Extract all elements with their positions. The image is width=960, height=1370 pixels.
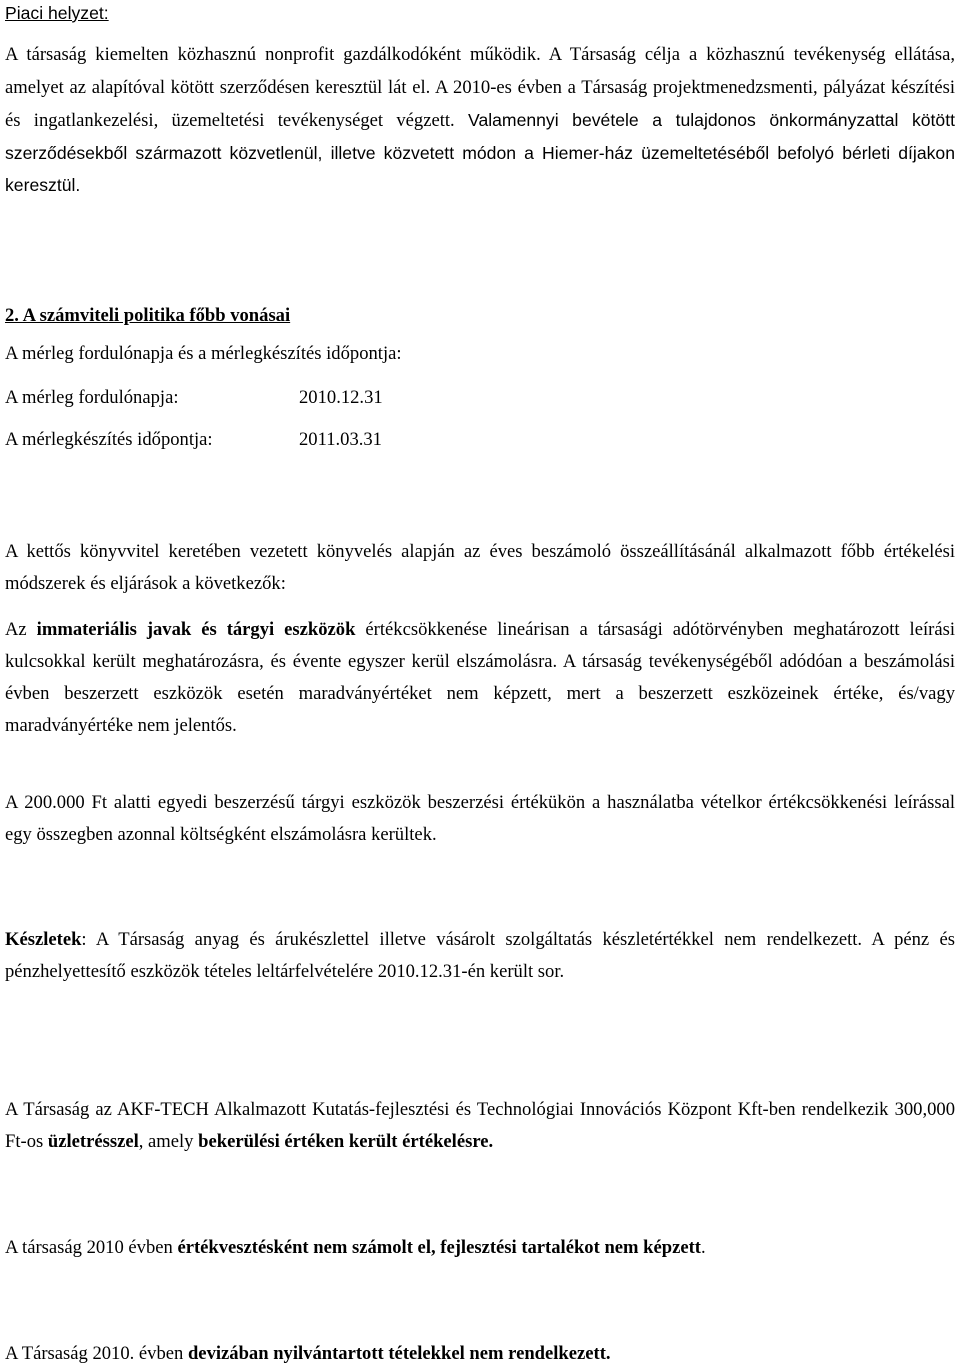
inventory-bold: Készletek (5, 929, 82, 950)
inventory-text: : A Társaság anyag és árukészlettel illetve vásárolt szolgáltatás készletértékkel nem rendelkezett. A pénz és pénzhelyettesítő eszközök tételes leltárfelvételére 2010.12.31-én került sor. (5, 929, 955, 982)
reserve-text: A társaság 2010 évben (5, 1237, 178, 1258)
market-text-serif: A társaság kiemelten közhasznú nonprofit gazdálkodóként működik. A Társaság célja a közhasznú tevékenység ellátása, amelyet az alapítóval kötött szerződésen keresztül lát el. A 2010-es évben a Társaság projektmenedzsmenti, pályázat készítési és ingatlankezelési, üzemeltetési tevékenységet végzett. (5, 44, 955, 131)
investment-bold: üzletrésszel (47, 1131, 139, 1152)
reserve-text: . (701, 1237, 706, 1258)
investment-bold: bekerülési értéken került értékelésre. (198, 1131, 494, 1152)
market-heading (5, 0, 955, 30)
fx-bold: devizában nyilvántartott tételekkel nem rendelkezett. (187, 1343, 611, 1364)
methods-intro: A kettős könyvvitel keretében vezetett könyvelés alapján az éves beszámoló összeállításánál alkalmazott főbb értékelési módszerek és eljárások a következők: (5, 541, 955, 594)
fx-text: A Társaság 2010. évben (5, 1343, 188, 1364)
inventory-paragraph (5, 924, 955, 988)
assets-text: Az (5, 619, 37, 640)
small-assets-paragraph: A 200.000 Ft alatti egyedi beszerzésű tárgyi eszközök beszerzési értékükön a használatba vételkor értékcsökkenési leírással egy összegben azonnal költségként elszámolásra kerültek. (5, 792, 955, 845)
dates-title: A mérleg fordulónapja és a mérlegkészítés időpontja: (5, 343, 402, 364)
market-paragraph (5, 38, 955, 201)
section-heading: Piaci helyzet: (5, 3, 109, 23)
fx-paragraph (5, 1338, 955, 1370)
market-text-sans: Valamennyi bevétele a tulajdonos önkormányzattal kötött szerződésekből származott közvetlenül, illetve közvetett módon a Hiemer-ház üzemeltetéséből befolyó bérleti díjakon keresztül. (5, 110, 955, 195)
reserve-paragraph (5, 1232, 955, 1264)
balance-date-label: A mérleg fordulónapja: (5, 387, 179, 408)
reserve-bold: értékvesztésként nem számolt el, fejlesztési tartalékot nem képzett (177, 1237, 701, 1258)
balance-date-row (5, 382, 955, 414)
balance-date-value: 2010.12.31 (299, 387, 383, 408)
section-heading: 2. A számviteli politika főbb vonásai (5, 305, 291, 326)
assets-paragraph (5, 614, 955, 742)
assets-text: értékcsökkenése lineárisan a társasági adótörvényben meghatározott leírási kulcsokkal került meghatározásra, és évente egyszer kerül elszámolásra. A társaság tevékenységéből adódóan a beszámolási évben beszerzett eszközök esetén maradványértéket nem képzett, mert a beszerzett eszközeinek értéke, és/vagy maradványértéke nem jelentős. (5, 619, 955, 736)
prep-date-row (5, 424, 955, 456)
investment-paragraph (5, 1094, 955, 1158)
prep-date-value: 2011.03.31 (299, 429, 382, 450)
prep-date-label: A mérlegkészítés időpontja: (5, 429, 213, 450)
investment-text: , amely (138, 1131, 199, 1152)
investment-text: A Társaság az AKF-TECH Alkalmazott Kutatás-fejlesztési és Technológiai Innovációs Központ Kft-ben rendelkezik 300,000 Ft-os (5, 1099, 955, 1152)
assets-bold: immateriális javak és tárgyi eszközök (36, 619, 356, 640)
policy-heading (5, 300, 955, 332)
